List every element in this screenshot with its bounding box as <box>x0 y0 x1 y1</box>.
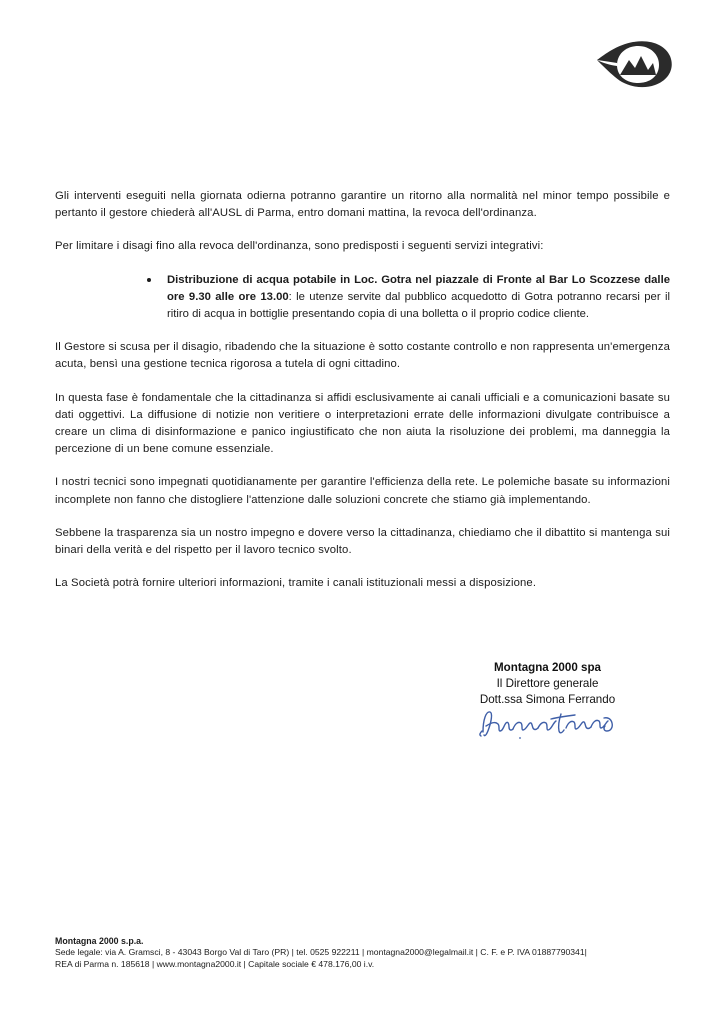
signature-scrawl-icon <box>473 706 623 742</box>
signature-role: Il Direttore generale <box>496 677 599 690</box>
handwritten-signature <box>415 706 680 742</box>
bullet-rest-text: : le utenze servite dal pubblico acquedotto di Gotra potranno recarsi per il ritiro di acqua in bottiglie presentando copia di una bolletta o il proprio codice cliente. <box>167 290 670 321</box>
paragraph-7: La Società potrà fornire ulteriori informazioni, tramite i canali istituzionali messi a disposizione. <box>55 577 537 590</box>
bullet-dot-icon <box>147 278 151 282</box>
signature-block <box>415 660 680 742</box>
company-logo <box>595 32 683 94</box>
letter-body <box>55 188 670 592</box>
signature-company: Montagna 2000 spa <box>494 661 601 674</box>
page-footer <box>55 936 675 970</box>
paragraph-2: Per limitare i disagi fino alla revoca dell'ordinanza, sono predisposti i seguenti servizi integrativi: <box>55 240 544 253</box>
footer-registry-line: REA di Parma n. 185618 | www.montagna2000.it | Capitale sociale € 478.176,00 i.v. <box>55 958 375 969</box>
paragraph-5: I nostri tecnici sono impegnati quotidianamente per garantire l'efficienza della rete. Le polemiche basate su informazioni incomplete non fanno che distogliere l'attenzione dalle soluzioni concrete che stiamo già implementando. <box>55 476 670 506</box>
services-bullet-list <box>55 272 670 324</box>
bullet-bold-text: Distribuzione di acqua potabile in Loc. Gotra nel piazzale di Fronte al Bar Lo Scozzese dalle ore 9.30 alle ore 13.00 <box>167 273 670 303</box>
signature-name: Dott.ssa Simona Ferrando <box>479 693 616 706</box>
paragraph-6: Sebbene la trasparenza sia un nostro impegno e dovere verso la cittadinanza, chiediamo che il dibattito si mantenga sui binari della verità e del rispetto per il lavoro tecnico svolto. <box>55 526 670 557</box>
footer-address-line: Sede legale: via A. Gramsci, 8 - 43043 Borgo Val di Taro (PR) | tel. 0525 922211 | montagna2000@legalmail.it | C. F. e P. IVA 01887790341| <box>55 947 587 958</box>
list-item <box>145 272 670 324</box>
paragraph-1: Gli interventi eseguiti nella giornata odierna potranno garantire un ritorno alla normalità nel minor tempo possibile e pertanto il gestore chiederà all'AUSL di Parma, entro domani mattina, la revoca dell'ordinanza. <box>55 190 670 220</box>
paragraph-4: In questa fase è fondamentale che la cittadinanza si affidi esclusivamente ai canali ufficiali e a comunicazioni basate su dati oggettivi. La diffusione di notizie non veritiere o interpretazioni errate delle informazioni divulgate contribuisce a creare un clima di disinformazione e panico ingiustificato che non aiuta la risoluzione dei problemi, ma danneggia la percezione di un bene comune essenziale. <box>55 391 670 456</box>
footer-company: Montagna 2000 s.p.a. <box>55 936 144 946</box>
montagna-2000-mountain-logo-icon <box>595 32 683 94</box>
paragraph-3: Il Gestore si scusa per il disagio, ribadendo che la situazione è sotto costante controllo e non rappresenta un'emergenza acuta, bensì una gestione tecnica rigorosa a tutela di ogni cittadino. <box>55 341 670 371</box>
